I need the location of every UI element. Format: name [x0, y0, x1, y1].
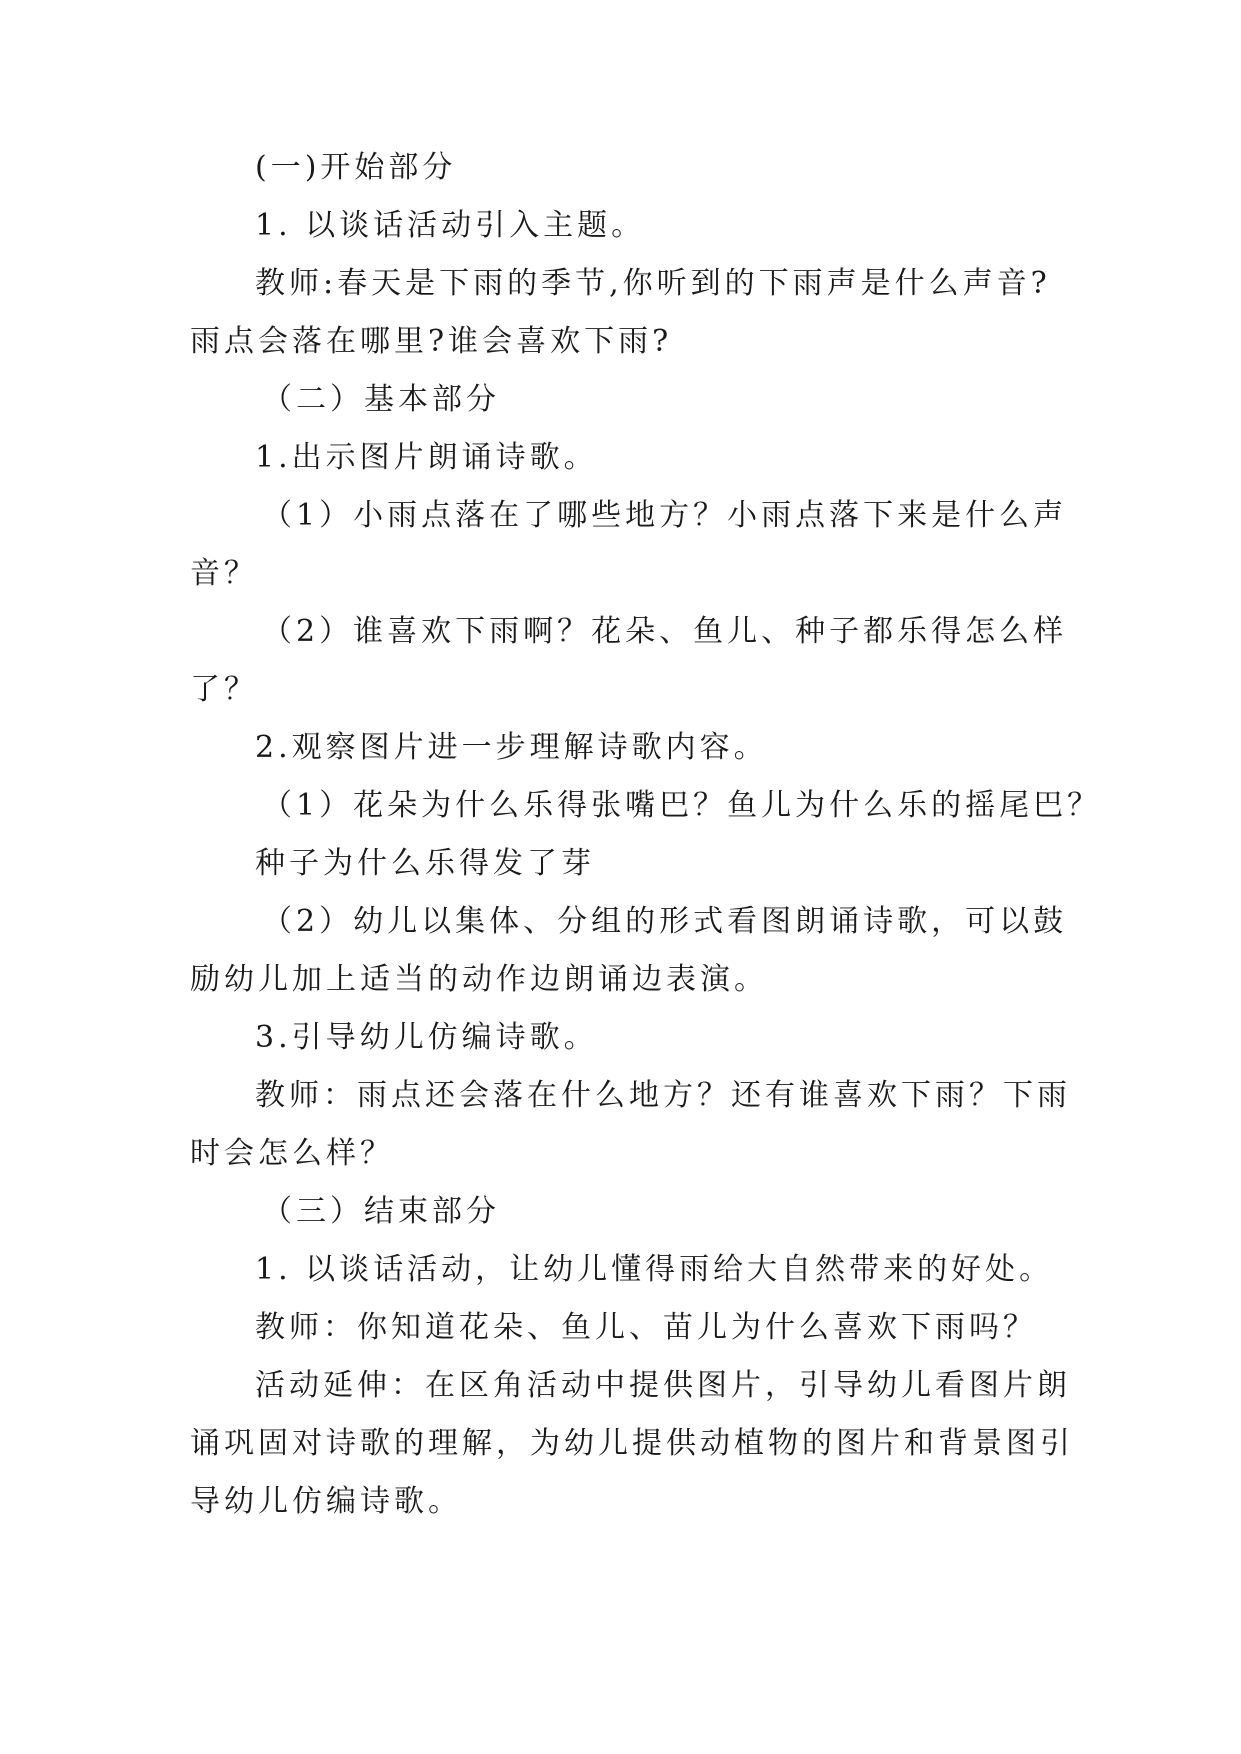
paragraph-line: 励幼儿加上适当的动作边朗诵边表演。	[190, 962, 768, 997]
paragraph-line: （2）谁喜欢下雨啊？花朵、鱼儿、种子都乐得怎么样	[262, 614, 1068, 649]
paragraph-line: 诵巩固对诗歌的理解，为幼儿提供动植物的图片和背景图引	[190, 1426, 1074, 1461]
paragraph-line: 1. 以谈话活动引入主题。	[255, 208, 646, 243]
section-heading-basic: （二）基本部分	[262, 382, 500, 417]
paragraph-line: 活动延伸：在区角活动中提供图片，引导幼儿看图片朗	[255, 1368, 1071, 1403]
paragraph-line: 1.出示图片朗诵诗歌。	[255, 440, 598, 475]
paragraph-line: （1）花朵为什么乐得张嘴巴？鱼儿为什么乐的摇尾巴？	[262, 788, 1102, 823]
paragraph-line: 音？	[190, 556, 258, 591]
section-heading-end: （三）结束部分	[262, 1194, 500, 1229]
paragraph-line: （1）小雨点落在了哪些地方？小雨点落下来是什么声	[262, 498, 1068, 533]
paragraph-line: 时会怎么样？	[190, 1136, 394, 1171]
paragraph-line: （2）幼儿以集体、分组的形式看图朗诵诗歌，可以鼓	[262, 904, 1068, 939]
paragraph-line: 雨点会落在哪里?谁会喜欢下雨?	[190, 324, 673, 359]
paragraph-line: 3.引导幼儿仿编诗歌。	[255, 1020, 598, 1055]
paragraph-line: 教师：你知道花朵、鱼儿、苗儿为什么喜欢下雨吗？	[255, 1310, 1037, 1345]
paragraph-line: 导幼儿仿编诗歌。	[190, 1484, 462, 1519]
paragraph-line: 种子为什么乐得发了芽	[255, 846, 595, 881]
paragraph-line: 教师：雨点还会落在什么地方？还有谁喜欢下雨？下雨	[255, 1078, 1071, 1113]
paragraph-line: 了？	[190, 672, 258, 707]
paragraph-line: 教师:春天是下雨的季节,你听到的下雨声是什么声音?	[255, 266, 1051, 301]
section-heading-start: (一)开始部分	[255, 150, 457, 185]
paragraph-line: 1. 以谈话活动，让幼儿懂得雨给大自然带来的好处。	[255, 1252, 1054, 1287]
paragraph-line: 2.观察图片进一步理解诗歌内容。	[255, 730, 768, 765]
